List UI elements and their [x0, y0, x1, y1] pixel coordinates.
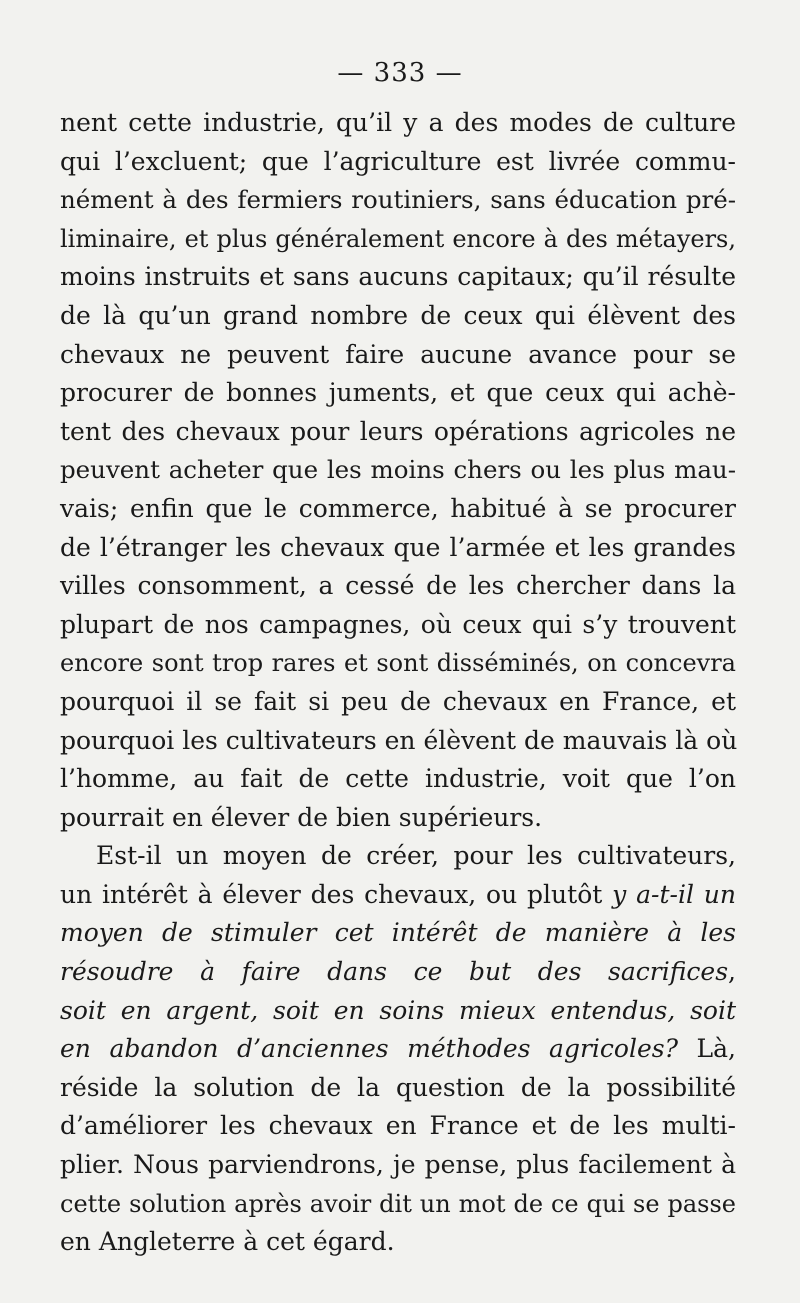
text-span: moins instruits et sans aucuns capitaux; qu’il résulte [60, 262, 736, 292]
text-span: plupart de nos campagnes, où ceux qui s’y trouvent [60, 609, 736, 639]
text-span: tent des chevaux pour leurs opérations agricoles ne [60, 416, 736, 446]
text-line [60, 1146, 736, 1185]
text-line [60, 722, 736, 761]
text-line [60, 374, 736, 413]
text-span: cette solution après avoir dit un mot de ce qui se passe [60, 1189, 736, 1218]
text-span: nent cette industrie, qu’il y a des modes de culture [60, 108, 736, 137]
text-line [60, 143, 736, 182]
text-span: Là, [678, 1034, 736, 1064]
text-line [60, 683, 736, 722]
text-line [60, 529, 736, 568]
page-number: — 333 — [337, 58, 463, 88]
text-span: encore sont trop rares et sont disséminés, on concevra [60, 649, 736, 678]
text-line [60, 104, 736, 143]
text-span: de l’étranger les chevaux que l’armée et les grandes [60, 532, 736, 562]
text-line-paragraph-end [60, 799, 736, 838]
text-line-paragraph-end [60, 1223, 736, 1262]
text-line [60, 181, 736, 220]
text-line [60, 1185, 736, 1224]
text-span: de là qu’un grand nombre de ceux qui élèvent des [60, 300, 736, 330]
text-line-paragraph-start [60, 837, 736, 876]
text-line [60, 606, 736, 645]
text-line [60, 336, 736, 375]
text-span: liminaire, et plus généralement encore à des métayers, [60, 224, 736, 253]
text-line [60, 490, 736, 529]
text-span: peuvent acheter que les moins chers ou les plus mau- [60, 455, 736, 485]
body-text [60, 104, 736, 1262]
text-span: procurer de bonnes juments, et que ceux qui achè- [60, 378, 736, 408]
italic-span: moyen de stimuler cet intérêt de manière à les [60, 918, 736, 948]
text-line [60, 258, 736, 297]
text-span: plier. Nous parviendrons, je pense, plus facilement à [60, 1150, 736, 1180]
text-line [60, 1030, 736, 1069]
text-line [60, 644, 736, 683]
text-span: pourquoi les cultivateurs en élèvent de mauvais là où [60, 725, 738, 755]
text-span: pourrait en élever de bien supérieurs. [60, 802, 543, 832]
text-span: d’améliorer les chevaux en France et de les multi- [60, 1111, 736, 1141]
text-line [60, 413, 736, 452]
text-line [60, 953, 736, 992]
italic-span: soit en argent, soit en soins mieux entendus, soit [60, 995, 736, 1025]
text-line [60, 220, 736, 259]
text-line [60, 760, 736, 799]
text-span: vais; enfin que le commerce, habitué à se procurer [60, 493, 736, 523]
text-span: l’homme, au fait de cette industrie, voit que l’on [60, 764, 736, 794]
text-span: réside la solution de la question de la possibilité [60, 1072, 736, 1102]
italic-span: résoudre à faire dans ce but des sacrifices [60, 957, 729, 987]
italic-span: en abandon d’anciennes méthodes agricoles? [60, 1034, 678, 1064]
text-span: Est-il un moyen de créer, pour les cultivateurs, [96, 841, 736, 871]
italic-span: y a-t-il un [612, 879, 736, 909]
text-span: un intérêt à élever des chevaux, ou plutôt [60, 879, 613, 909]
text-line [60, 297, 736, 336]
text-line [60, 876, 736, 915]
text-span: pourquoi il se fait si peu de chevaux en France, et [60, 686, 736, 716]
text-line [60, 914, 736, 953]
text-line [60, 567, 736, 606]
text-line [60, 1107, 736, 1146]
text-span: chevaux ne peuvent faire aucune avance pour se [60, 339, 736, 369]
text-span: villes consomment, a cessé de les chercher dans la [60, 571, 736, 601]
text-line [60, 1069, 736, 1108]
text-span: , [728, 957, 736, 987]
text-span: nément à des fermiers routiniers, sans éducation pré- [60, 185, 736, 215]
text-line [60, 451, 736, 490]
text-line [60, 992, 736, 1031]
text-span: en Angleterre à cet égard. [60, 1227, 395, 1257]
text-span: qui l’excluent; que l’agriculture est livrée commu- [60, 146, 736, 176]
